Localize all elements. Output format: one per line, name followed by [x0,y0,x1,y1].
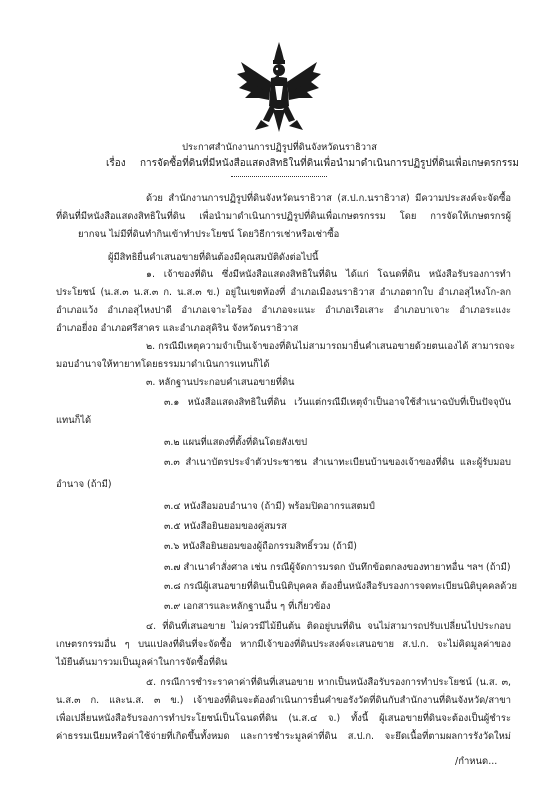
item5-line-2: น.ส.๓ ก. และน.ส. ๓ ข.) เจ้าของที่ดินจะต้องดำเนินการยื่นคำขอรังวัดที่ดินกับสำนักงานที่ดินจังหวัด/สาขา [56,695,511,706]
item3-6: ๓.๖ หนังสือยินยอมของผู้ถือกรรมสิทธิ์รวม (ถ้ามี) [164,541,357,552]
garuda-emblem-icon [233,40,325,136]
intro-line-3: ยากจน ไม่มีที่ดินทำกินเข้าทำประโยชน์ โดยวิธีการเช่าหรือเช่าซื้อ [78,229,340,240]
item4-line-2: เกษตรกรรมอื่น ๆ บนแปลงที่ดินที่จะจัดซื้อ หากมีเจ้าของที่ดินประสงค์จะเสนอขาย ส.ป.ก. จะไม่คิดมูลค่าของ [56,639,511,650]
continued-marker: /กำหนด... [455,756,498,767]
item3-3-line-1: ๓.๓ สำเนาบัตรประจำตัวประชาชน สำเนาทะเบียนบ้านของเจ้าของที่ดิน และผู้รับมอบ [164,457,511,468]
item2-line-2: มอบอำนาจให้ทายาทโดยธรรมมาดำเนินการแทนก็ได้ [56,359,270,370]
title-divider [231,176,327,177]
subject-line [106,156,519,171]
item1-line-4: อำเภอยี่งอ อำเภอศรีสาคร และอำเภอสุคิริน จังหวัดนราธิวาส [56,323,299,334]
item5-line-3: เพื่อเปลี่ยนหนังสือรับรองการทำประโยชน์เป็นโฉนดที่ดิน (น.ส.๔ จ.) ทั้งนี้ ผู้เสนอขายที่ดินจะต้องเป็นผู้ชำระ [56,713,511,724]
item3-8: ๓.๘ กรณีผู้เสนอขายที่ดินเป็นนิติบุคคล ต้องยื่นหนังสือรับรองการจดทะเบียนนิติบุคคลด้วย [164,581,517,592]
qualification-heading: ผู้มีสิทธิยื่นคำเสนอขายที่ดินต้องมีคุณสมบัติดังต่อไปนี้ [108,252,319,263]
item2-line-1: ๒. กรณีมีเหตุความจำเป็นเจ้าของที่ดินไม่สามารถมายื่นคำเสนอขายด้วยตนเองได้ สามารถจะ [146,341,516,352]
announcement-title: ประกาศสำนักงานการปฏิรูปที่ดินจังหวัดนราธิวาส [182,142,377,153]
intro-line-2: ที่ดินที่มีหนังสือแสดงสิทธิในที่ดิน เพื่อนำมาดำเนินการปฏิรูปที่ดินเพื่อเกษตรกรรม โดย การจัดให้เกษตรกรผู้ [56,211,511,222]
item3-5: ๓.๕ หนังสือยินยอมของคู่สมรส [164,521,287,532]
item3-9: ๓.๙ เอกสารและหลักฐานอื่น ๆ ที่เกี่ยวข้อง [164,601,331,612]
item4-line-3: ไม้ยืนต้นมารวมเป็นมูลค่าในการจัดซื้อที่ดิน [56,657,228,668]
item3-3-line-2: อำนาจ (ถ้ามี) [56,479,112,490]
item1-line-2: ประโยชน์ (น.ส.๓ น.ส.๓ ก. น.ส.๓ ข.) อยู่ในเขตท้องที่ อำเภอเมืองนราธิวาส อำเภอตากใบ อำเภอสุไหงโก-ลก [56,287,511,298]
item3-1-line-2: แทนก็ได้ [56,415,92,426]
item3-7: ๓.๗ สำเนาคำสั่งศาล เช่น กรณีผู้จัดการมรดก บันทึกข้อตกลงของทายาทอื่น ฯลฯ (ถ้ามี) [164,562,511,573]
intro-line-1: ด้วย สำนักงานการปฏิรูปที่ดินจังหวัดนราธิวาส (ส.ป.ก.นราธิวาส) มีความประสงค์จะจัดซื้อ [146,193,511,204]
subject-text: การจัดซื้อที่ดินที่มีหนังสือแสดงสิทธิในที่ดินเพื่อนำมาดำเนินการปฏิรูปที่ดินเพื่อเกษตรกรรม [140,158,520,169]
subject-label: เรื่อง [106,158,126,169]
item1-line-3: อำเภอแว้ง อำเภอสุไหงปาดี อำเภอเจาะไอร้อง อำเภอจะแนะ อำเภอเรือเสาะ อำเภอบาเจาะ อำเภอระแงะ [56,305,511,316]
item3-2: ๓.๒ แผนที่แสดงที่ตั้งที่ดินโดยสังเขป [164,437,308,448]
item5-line-1: ๕. กรณีการชำระราคาค่าที่ดินที่เสนอขาย หากเป็นหนังสือรับรองการทำประโยชน์ (น.ส. ๓, [146,677,511,688]
item3-heading: ๓. หลักฐานประกอบคำเสนอขายที่ดิน [146,377,295,388]
item4-line-1: ๔. ที่ดินที่เสนอขาย ไม่ควรมีไม้ยืนต้น ติดอยู่บนที่ดิน จนไม่สามารถปรับเปลี่ยนไปประกอบ [146,621,511,632]
item3-1-line-1: ๓.๑ หนังสือแสดงสิทธิในที่ดิน เว้นแต่กรณีมีเหตุจำเป็นอาจใช้สำเนาฉบับที่เป็นปัจจุบัน [164,397,511,408]
item1-line-1: ๑. เจ้าของที่ดิน ซึ่งมีหนังสือแสดงสิทธิในที่ดิน ได้แก่ โฉนดที่ดิน หนังสือรับรองการทำ [146,269,511,280]
item3-4: ๓.๔ หนังสือมอบอำนาจ (ถ้ามี) พร้อมปิดอากรแสตมป์ [164,501,375,512]
item5-line-4: ค่าธรรมเนียมหรือค่าใช้จ่ายที่เกิดขึ้นทั้งหมด และการชำระมูลค่าที่ดิน ส.ป.ก. จะยึดเนื้อที่ตามผลการรังวัดใหม่ [56,731,511,742]
